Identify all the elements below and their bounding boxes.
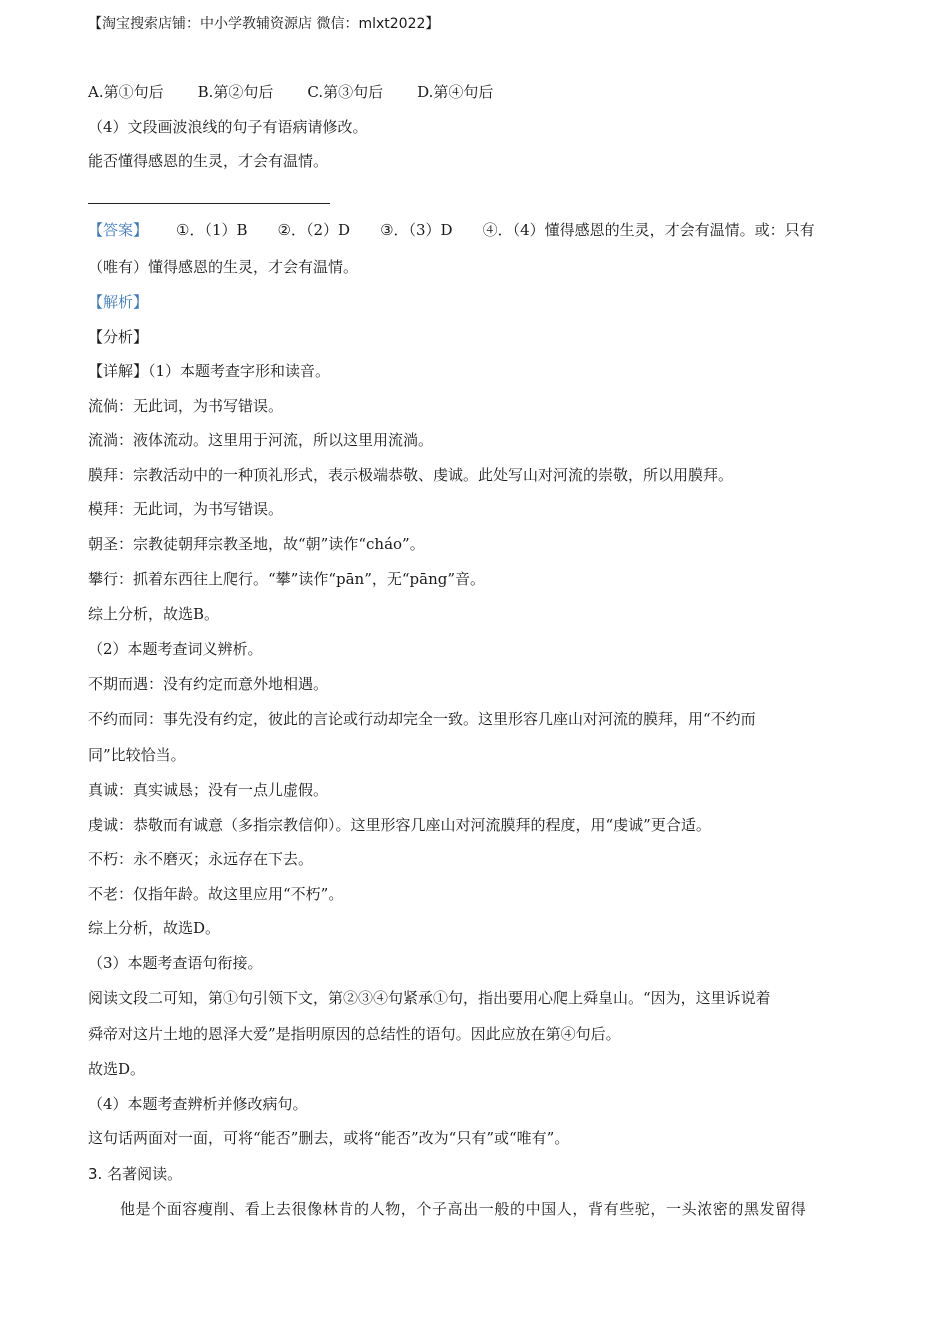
answer-label: 【答案】 [88,221,149,239]
body-line: 朝圣：宗教徒朝拜宗教圣地，故“朝”读作“cháo”。 [88,535,425,553]
page-header: 【淘宝搜索店铺：中小学教辅资源店 微信：mlxt2022】 [88,16,440,32]
body-line: 模拜：无此词，为书写错误。 [88,500,284,518]
option-a: A.第①句后 [88,83,164,101]
body-line: （4）本题考查辨析并修改病句。 [88,1095,308,1113]
body-line: 攀行：抓着东西往上爬行。“攀”读作“pān”，无“pāng”音。 [88,570,486,588]
q4-prompt: （4）文段画波浪线的句子有语病请修改。 [88,118,368,136]
body-line: 不约而同：事先没有约定，彼此的言论或行动却完全一致。这里形容几座山对河流的膜拜，用“不约而 [88,710,756,728]
option-c: C.第③句后 [307,83,384,101]
body-line: 舜帝对这片土地的恩泽大爱”是指明原因的总结性的语句。因此应放在第④句后。 [88,1025,621,1043]
options-row [88,82,493,102]
body-line: （2）本题考查词义辨析。 [88,640,263,658]
body-line: 膜拜：宗教活动中的一种顶礼形式，表示极端恭敬、虔诚。此处写山对河流的崇敬，所以用膜拜。 [88,466,734,484]
detail-label: 【详解】 [88,362,149,380]
answer-item-4: ④．（4）懂得感恩的生灵，才会有温情。或：只有 [482,221,815,239]
answer-item-3: ③．（3）D [380,221,453,239]
body-line: 阅读文段二可知，第①句引领下文，第②③④句紧承①句，指出要用心爬上舜皇山。“因为，这里诉说着 [88,989,771,1007]
fenxi-label: 【分析】 [88,328,149,346]
q3-passage: 他是个面容瘦削、看上去很像林肯的人物，个子高出一般的中国人，背有些驼，一头浓密的黑发留得 [120,1200,807,1218]
answer-continuation: （唯有）懂得感恩的生灵，才会有温情。 [88,258,359,276]
body-line: 不朽：永不磨灭；永远存在下去。 [88,850,314,868]
body-line: 同”比较恰当。 [88,746,186,764]
analysis-label: 【解析】 [88,293,149,311]
answer-line [88,220,815,240]
detail-first: （1）本题考查字形和读音。 [148,362,331,380]
body-line: 流倘：无此词，为书写错误。 [88,397,284,415]
body-line: 这句话两面对一面，可将“能否”删去，或将“能否”改为“只有”或“唯有”。 [88,1129,570,1147]
option-d: D.第④句后 [417,83,494,101]
q4-sentence: 能否懂得感恩的生灵，才会有温情。 [88,152,329,170]
body-line: 流淌：液体流动。这里用于河流，所以这里用流淌。 [88,431,434,449]
body-line: 虔诚：恭敬而有诚意（多指宗教信仰）。这里形容几座山对河流膜拜的程度，用“虔诚”更合适。 [88,816,711,834]
body-line: （3）本题考查语句衔接。 [88,954,263,972]
answer-item-1: ①．（1）B [176,221,248,239]
body-line: 真诚：真实诚恳；没有一点儿虚假。 [88,781,329,799]
body-line: 不期而遇：没有约定而意外地相遇。 [88,675,329,693]
option-b: B.第②句后 [197,83,274,101]
q3-title: 3. 名著阅读。 [88,1165,183,1183]
answer-item-2: ②．（2）D [277,221,351,239]
body-line: 综上分析，故选B。 [88,605,220,623]
answer-blank-line [88,203,330,204]
body-line: 不老：仅指年龄。故这里应用“不朽”。 [88,885,344,903]
body-line: 综上分析，故选D。 [88,919,221,937]
body-line: 故选D。 [88,1060,146,1078]
detail-line [88,361,330,381]
